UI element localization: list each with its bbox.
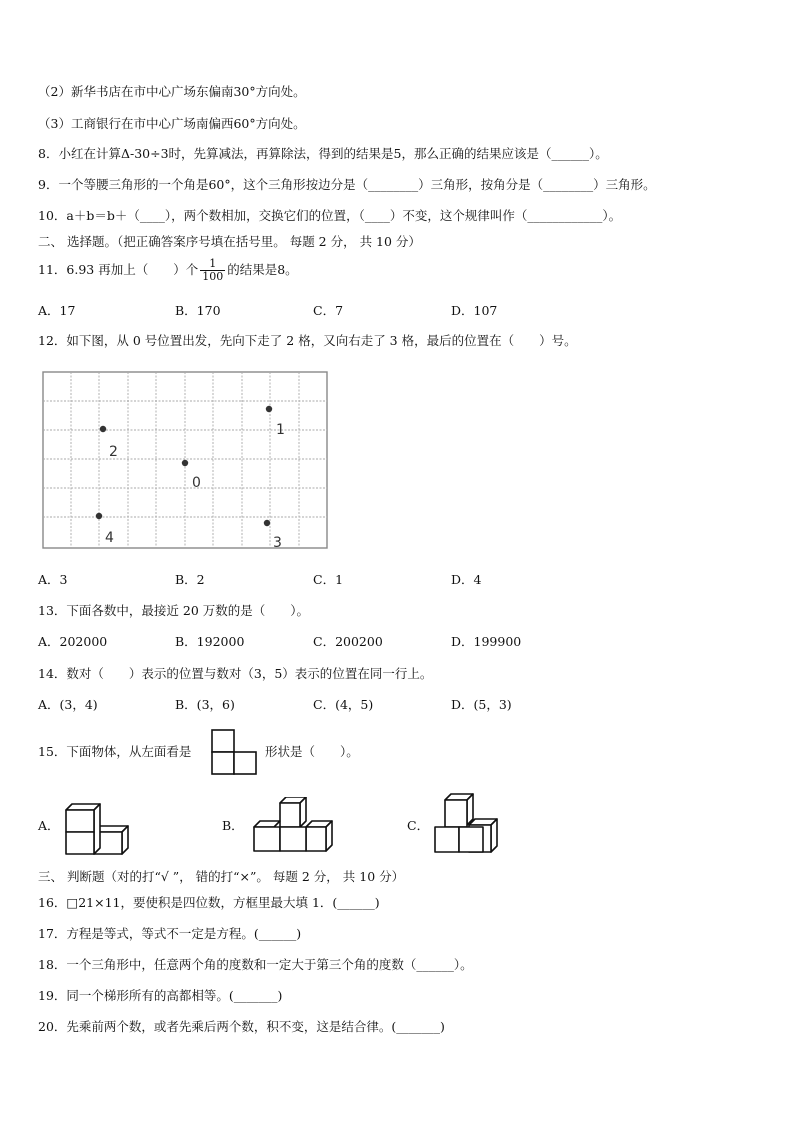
question-15 [38, 744, 191, 760]
question-16: 16．□21×11，要使积是四位数，方框里最大填 1．(______) [38, 895, 380, 910]
question-11 [38, 258, 298, 283]
fraction-numerator: 1 [200, 258, 225, 271]
q13-option-b[interactable]: B．192000 [175, 634, 245, 649]
section-2-heading: 二、 选择题。（把正确答案序号填在括号里。 每题 2 分， 共 10 分） [38, 234, 421, 249]
fraction-1-100 [200, 258, 225, 283]
question-8: 8．小红在计算Δ-30÷3时，先算减法，再算除法，得到的结果是5，那么正确的结果应该是（______）。 [38, 146, 608, 161]
line-direction-2: （2）新华书店在市中心广场东偏南30°方向处。 [38, 84, 306, 99]
q15-option-b-label[interactable]: B． [222, 818, 244, 833]
fraction-denominator: 100 [202, 270, 224, 283]
cube-figure-c-icon[interactable] [433, 792, 499, 858]
grid-label-3: 3 [273, 535, 282, 551]
q15-option-c-label[interactable]: C． [407, 818, 430, 833]
q11-suffix: 的结果是8。 [227, 262, 298, 277]
q13-option-d[interactable]: D．199900 [451, 634, 522, 649]
section-3-heading: 三、 判断题（对的打“√ ”， 错的打“×”。 每题 2 分， 共 10 分） [38, 869, 405, 884]
grid-point-2 [100, 426, 106, 432]
grid-point-1 [266, 406, 272, 412]
q14-option-c[interactable]: C．(4，5) [313, 697, 374, 712]
grid-label-1: 1 [276, 422, 285, 438]
left-view-shape-icon [211, 729, 259, 775]
question-18: 18．一个三角形中，任意两个角的度数和一定大于第三个角的度数（______）。 [38, 957, 473, 972]
cube-figure-b-icon[interactable] [252, 797, 334, 853]
grid-label-0: 0 [192, 475, 201, 491]
question-9: 9．一个等腰三角形的一个角是60°，这个三角形按边分是（________）三角形，按角分是（________）三角形。 [38, 177, 656, 192]
q12-option-d[interactable]: D．4 [451, 572, 482, 587]
q12-option-a[interactable]: A．3 [38, 572, 68, 587]
question-10: 10．a＋b＝b＋（____），两个数相加，交换它们的位置，（____）不变，这个规律叫作（____________）。 [38, 208, 622, 223]
q13-option-a[interactable]: A．202000 [38, 634, 108, 649]
grid-point-0 [182, 460, 188, 466]
grid-point-4 [96, 513, 102, 519]
question-14: 14．数对（ ）表示的位置与数对（3，5）表示的位置在同一行上。 [38, 666, 433, 681]
q14-option-d[interactable]: D．(5，3) [451, 697, 512, 712]
q12-option-b[interactable]: B．2 [175, 572, 205, 587]
question-12: 12．如下图，从 0 号位置出发，先向下走了 2 格，又向右走了 3 格，最后的位置在（ ）号。 [38, 333, 577, 348]
question-19: 19．同一个梯形所有的高都相等。(_______) [38, 988, 283, 1003]
cube-figure-a-icon[interactable] [64, 800, 130, 858]
q11-option-c[interactable]: C．7 [313, 303, 344, 318]
question-13: 13．下面各数中，最接近 20 万数的是（ ）。 [38, 603, 310, 618]
q11-option-a[interactable]: A．17 [38, 303, 76, 318]
q13-option-c[interactable]: C．200200 [313, 634, 383, 649]
q15-suffix: 形状是（ ）。 [265, 744, 359, 759]
q11-prefix: 11．6.93 再加上（ ）个 [38, 262, 199, 277]
q11-option-d[interactable]: D．107 [451, 303, 498, 318]
position-grid-figure [42, 371, 330, 551]
question-20: 20．先乘前两个数，或者先乘后两个数，积不变，这是结合律。(_______) [38, 1019, 445, 1034]
q14-option-a[interactable]: A．(3，4) [38, 697, 98, 712]
grid-point-3 [264, 520, 270, 526]
q14-option-b[interactable]: B．(3，6) [175, 697, 235, 712]
q11-option-b[interactable]: B．170 [175, 303, 221, 318]
question-17: 17．方程是等式，等式不一定是方程。(______) [38, 926, 302, 941]
grid-label-2: 2 [109, 444, 118, 460]
line-direction-3: （3）工商银行在市中心广场南偏西60°方向处。 [38, 116, 306, 131]
q15-option-a-label[interactable]: A． [38, 818, 60, 833]
q15-prefix: 15．下面物体，从左面看是 [38, 744, 192, 759]
q12-option-c[interactable]: C．1 [313, 572, 344, 587]
grid-label-4: 4 [105, 530, 114, 546]
